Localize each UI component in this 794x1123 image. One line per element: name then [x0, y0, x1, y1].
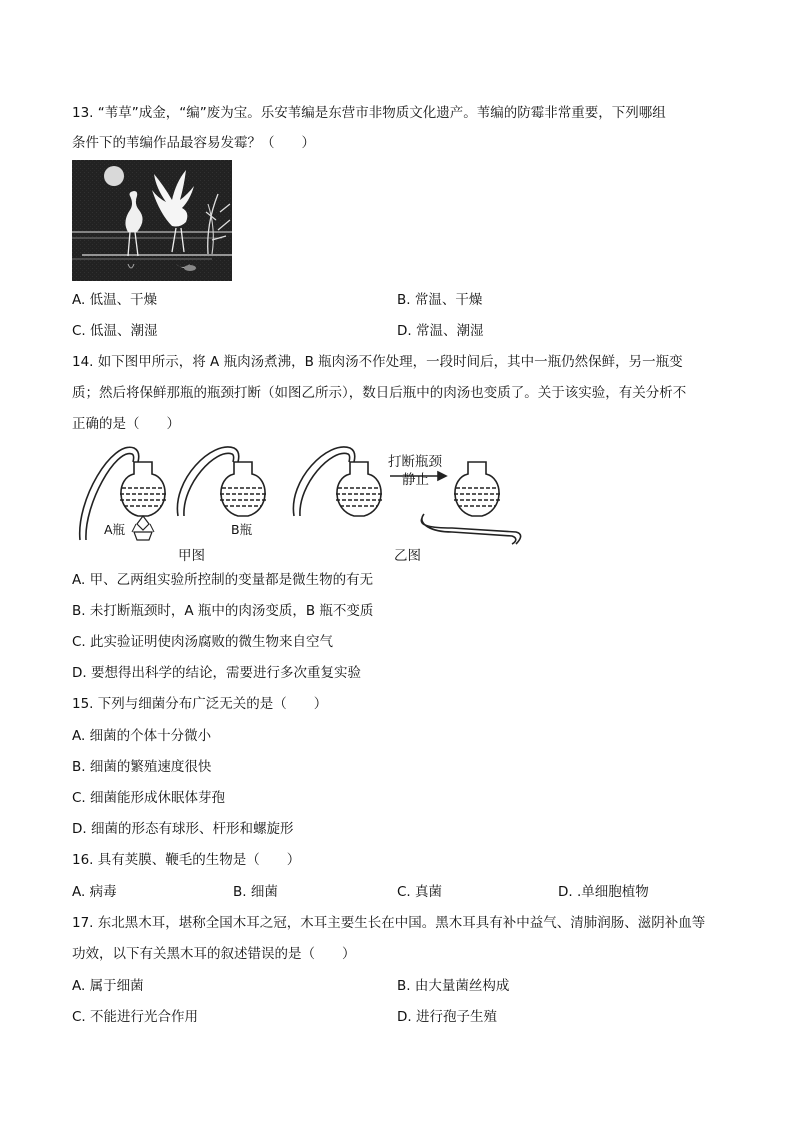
- flask-b-label: B瓶: [231, 522, 253, 537]
- q16-option-a[interactable]: A. 病毒: [72, 884, 117, 900]
- q15-option-d[interactable]: D. 细菌的形态有球形、杆形和螺旋形: [72, 821, 294, 837]
- q13-option-c[interactable]: C. 低温、潮湿: [72, 323, 158, 339]
- q14-option-d[interactable]: D. 要想得出科学的结论，需要进行多次重复实验: [72, 665, 361, 681]
- flask-broken: [421, 462, 520, 544]
- q17-option-d[interactable]: D. 进行孢子生殖: [397, 1009, 497, 1025]
- q16-option-b[interactable]: B. 细菌: [233, 884, 278, 900]
- flask-a-label: A瓶: [104, 522, 126, 537]
- q15-option-b[interactable]: B. 细菌的繁殖速度很快: [72, 759, 212, 775]
- arrow-head: [438, 472, 446, 480]
- flask-intact: [293, 447, 382, 516]
- q14-option-c[interactable]: C. 此实验证明使肉汤腐败的微生物来自空气: [72, 634, 334, 650]
- caption-jia: 甲图: [178, 548, 205, 564]
- q14-option-b[interactable]: B. 未打断瓶颈时，A 瓶中的肉汤变质，B 瓶不变质: [72, 603, 374, 619]
- q13-option-b[interactable]: B. 常温、干燥: [397, 292, 483, 308]
- q16-option-c[interactable]: C. 真菌: [397, 884, 443, 900]
- q14-stem-line3: 正确的是（ ）: [72, 416, 180, 432]
- q13-stem-line1: 13. “苇草”成金，“编”废为宝。乐安苇编是东营市非物质文化遗产。苇编的防霉非常重要，下列哪组: [72, 105, 666, 121]
- q17-option-c[interactable]: C. 不能进行光合作用: [72, 1009, 199, 1025]
- q14-option-a[interactable]: A. 甲、乙两组实验所控制的变量都是微生物的有无: [72, 572, 374, 588]
- q15-stem: 15. 下列与细菌分布广泛无关的是（ ）: [72, 696, 328, 712]
- q17-option-a[interactable]: A. 属于细菌: [72, 978, 144, 994]
- q15-option-a[interactable]: A. 细菌的个体十分微小: [72, 728, 212, 744]
- q15-option-c[interactable]: C. 细菌能形成休眠体芽孢: [72, 790, 226, 806]
- q14-flask-diagram: [72, 440, 532, 566]
- q13-crane-image: [72, 160, 232, 281]
- q13-option-d[interactable]: D. 常温、潮湿: [397, 323, 484, 339]
- arrow-label-bottom: 静止: [402, 472, 429, 488]
- q13-option-a[interactable]: A. 低温、干燥: [72, 292, 158, 308]
- caption-yi: 乙图: [394, 548, 421, 564]
- q16-stem: 16. 具有荚膜、鞭毛的生物是（ ）: [72, 852, 301, 868]
- flask-b: [177, 447, 266, 516]
- q14-stem-line1: 14. 如下图甲所示，将 A 瓶肉汤煮沸，B 瓶肉汤不作处理，一段时间后，其中一瓶仍然保鲜，另一瓶变: [72, 354, 683, 370]
- q17-stem-line2: 功效，以下有关黑木耳的叙述错误的是（ ）: [72, 946, 356, 962]
- q17-stem-line1: 17. 东北黑木耳，堪称全国木耳之冠，木耳主要生长在中国。黑木耳具有补中益气、清肺润肠、滋阴补血等: [72, 915, 706, 931]
- q13-stem-line2: 条件下的苇编作品最容易发霉？（ ）: [72, 135, 315, 151]
- q14-stem-line2: 质；然后将保鲜那瓶的瓶颈打断（如图乙所示），数日后瓶中的肉汤也变质了。关于该实验，有关分析不: [72, 385, 687, 401]
- q17-option-b[interactable]: B. 由大量菌丝构成: [397, 978, 510, 994]
- q16-option-d[interactable]: D. .单细胞植物: [558, 884, 649, 900]
- arrow-label-top: 打断瓶颈: [388, 454, 442, 470]
